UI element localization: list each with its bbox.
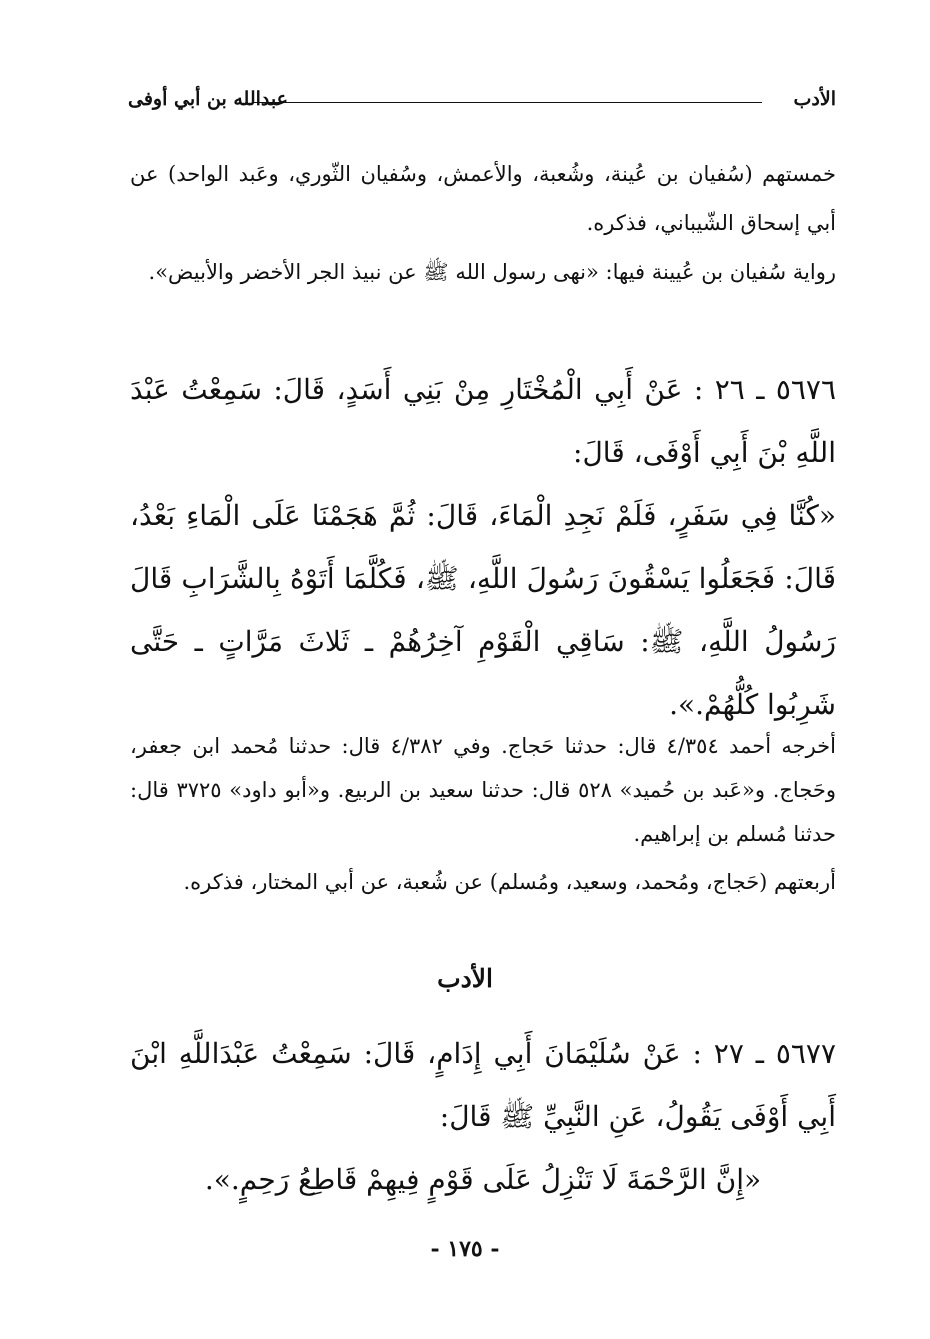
paragraph-narrators: خمستهم (سُفيان بن عُينة، وشُعبة، والأعمش، وسُفيان الثّوري، وعَبد الواحد) عن أبي إسحاق الشّيباني، فذكره.: [130, 162, 836, 235]
takhrij-summary: أربعتهم (حَجاج، ومُحمد، وسعيد، ومُسلم) عن شُعبة، عن أبي المختار، فذكره.: [183, 870, 836, 894]
takhrij-paragraph: أخرجه أحمد ٤/٣٥٤ قال: حدثنا حَجاج. وفي ٤/٣٨٢ قال: حدثنا مُحمد ابن جعفر، وحَجاج. و«عَبد بن حُميد» ٥٢٨ قال: حدثنا سعيد بن الربيع. و«أبو داود» ٣٧٢٥ قال: حدثنا مُسلم بن إبراهيم.: [130, 734, 836, 846]
section-heading: الأدب: [437, 964, 493, 993]
hadith-5677-intro: ٥٦٧٧ ـ ٢٧ : عَنْ سُلَيْمَانَ أَبِي إِدَامٍ، قَالَ: سَمِعْتُ عَبْدَاللَّهِ ابْنَ أَبِي أَوْفَى يَقُولُ، عَنِ النَّبِيِّ ﷺ قَالَ:: [130, 1037, 836, 1133]
running-header: [128, 88, 836, 118]
paragraph-sufyan-narration: رواية سُفيان بن عُيينة فيها: «نهى رسول الله ﷺ عن نبيذ الجر الأخضر والأبيض».: [148, 260, 836, 284]
hadith-5676-intro: ٥٦٧٦ ـ ٢٦ : عَنْ أَبِي الْمُخْتَارِ مِنْ بَنِي أَسَدٍ، قَالَ: سَمِعْتُ عَبْدَ اللَّهِ بْنَ أَبِي أَوْفَى، قَالَ:: [130, 373, 836, 469]
header-rule: [254, 102, 762, 103]
hadith-5676-text: «كُنَّا فِي سَفَرٍ، فَلَمْ نَجِدِ الْمَاءَ، قَالَ: ثُمَّ هَجَمْنَا عَلَى الْمَاءِ بَعْدُ، قَالَ: فَجَعَلُوا يَسْقُونَ رَسُولَ اللَّهِ، ﷺ، فَكُلَّمَا أَتَوْهُ بِالشَّرَابِ قَالَ رَسُولُ اللَّهِ، ﷺ: سَاقِي الْقَوْمِ آخِرُهُمْ ـ ثَلاثَ مَرَّاتٍ ـ حَتَّى شَرِبُوا كُلُّهُمْ.».: [130, 499, 836, 721]
chapter-title: الأدب: [793, 88, 836, 110]
hadith-5677-text: «إِنَّ الرَّحْمَةَ لَا تَنْزِلُ عَلَى قَوْمٍ فِيهِمْ قَاطِعُ رَحِمٍ.».: [204, 1163, 762, 1196]
narrator-title: عبدالله بن أبي أوفى: [128, 88, 288, 110]
page-number: - ١٧٥ -: [430, 1236, 500, 1262]
